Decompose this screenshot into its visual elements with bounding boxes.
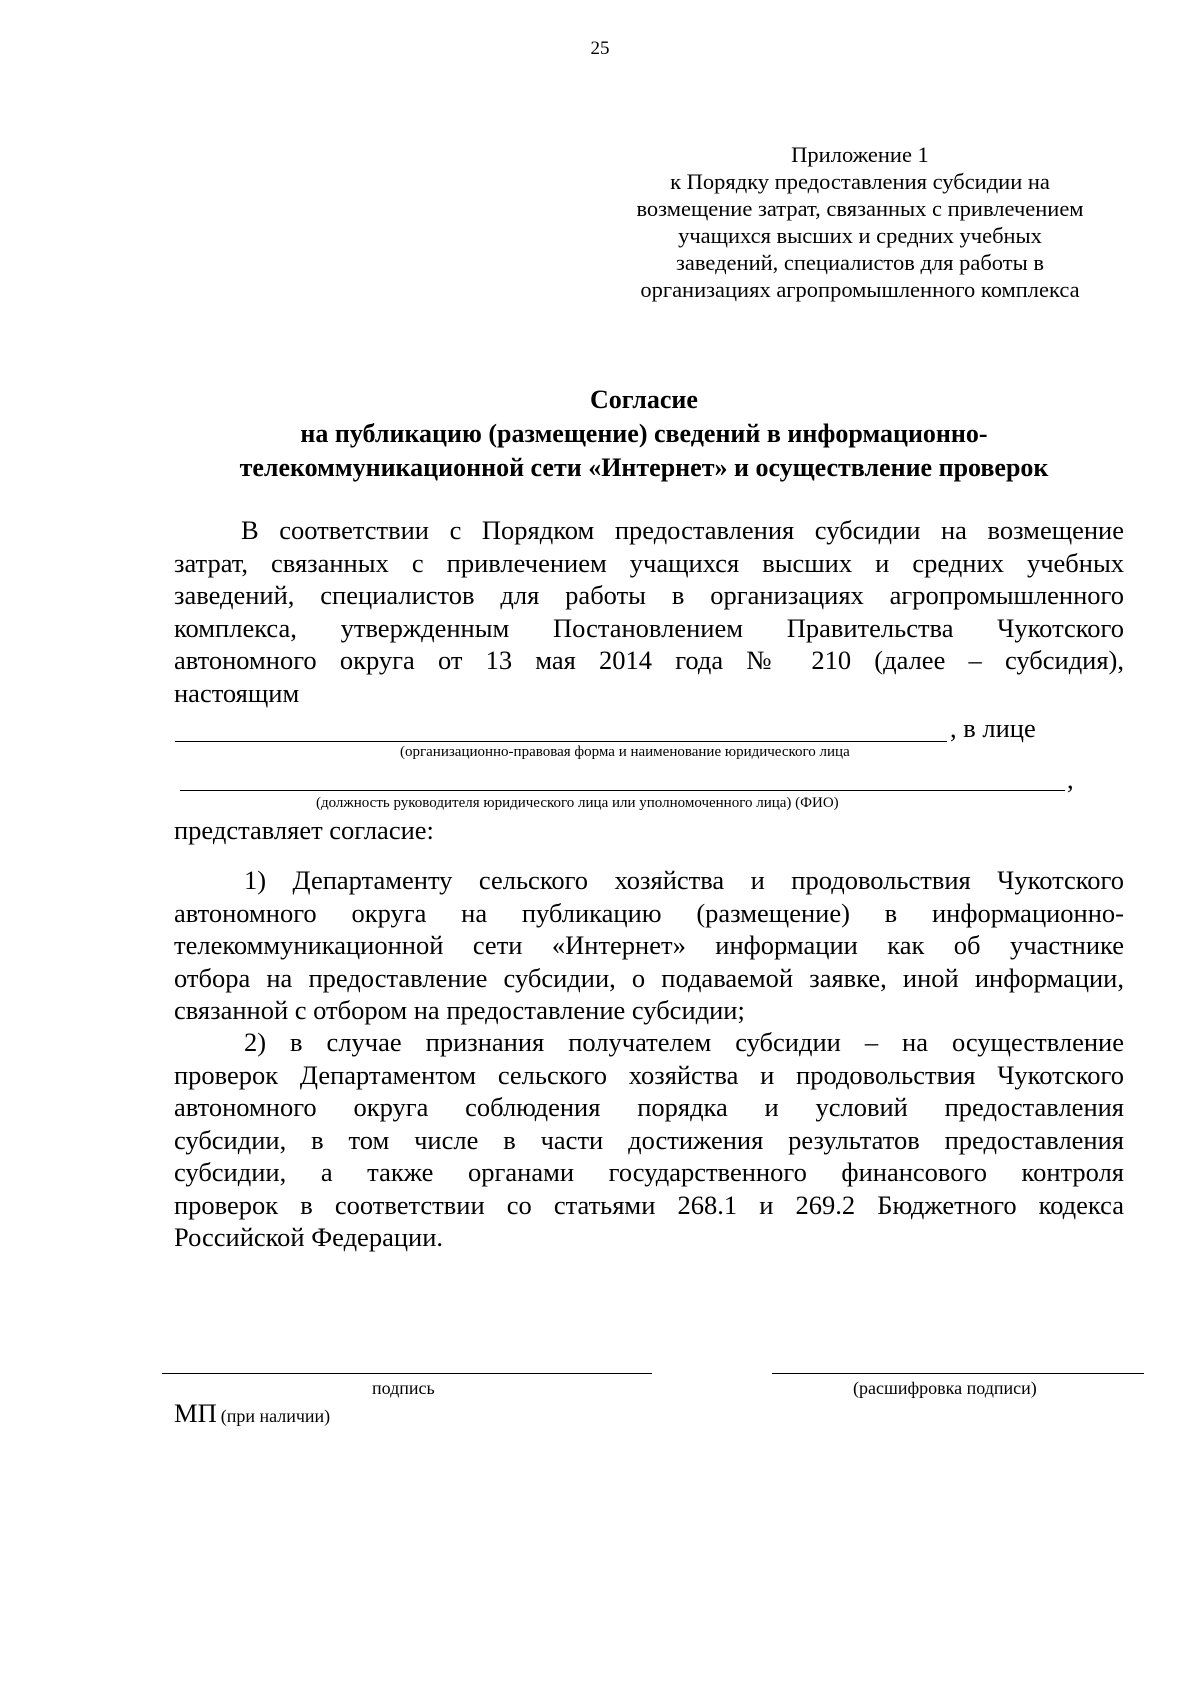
appendix-line: учащихся высших и средних учебных: [678, 223, 1042, 248]
paragraph-line: Российской Федерации.: [174, 1222, 443, 1252]
org-name-field-suffix: , в лице: [950, 713, 1036, 743]
representative-field-caption: (должность руководителя юридического лица или уполномоченного лица) (ФИО): [316, 795, 839, 811]
consent-item-2: [174, 1026, 1124, 1254]
paragraph-line: заведений, специалистов для работы в организациях агропромышленного: [174, 580, 1124, 610]
consent-lead: представляет согласие:: [174, 815, 434, 845]
paragraph-line: проверок в соответствии со статьями 268.1 и 269.2 Бюджетного кодекса: [174, 1189, 1124, 1220]
intro-paragraph: [174, 514, 1124, 709]
paragraph-line: 2) в случае признания получателем субсидии – на осуществление: [244, 1027, 1124, 1057]
paragraph-line: автономного округа соблюдения порядка и условий предоставления: [174, 1092, 1124, 1122]
representative-field-suffix: ,: [1067, 764, 1074, 794]
paragraph-line: настоящим: [174, 677, 300, 708]
signature-decoding-line[interactable]: [772, 1373, 1144, 1374]
stamp-label: [174, 1398, 330, 1429]
signature-decoding-caption: (расшифровка подписи): [853, 1378, 1037, 1398]
paragraph-line: телекоммуникационной сети «Интернет» информации как об участнике: [174, 930, 1124, 960]
signature-caption: подпись: [372, 1378, 435, 1398]
paragraph-line: комплекса, утвержденным Постановлением Правительства Чукотского: [174, 612, 1124, 643]
paragraph-line: В соответствии с Порядком предоставления субсидии на возмещение: [241, 515, 1124, 545]
appendix-line: организациях агропромышленного комплекса: [640, 277, 1080, 302]
page-number: 25: [590, 38, 610, 59]
paragraph-line: отбора на предоставление субсидии, о подаваемой заявке, иной информации,: [174, 962, 1124, 993]
appendix-line: возмещение затрат, связанных с привлечением: [636, 196, 1084, 221]
paragraph-line: проверок Департаментом сельского хозяйства и продовольствия Чукотского: [174, 1059, 1124, 1090]
paragraph-line: автономного округа от 13 мая 2014 года № 210 (далее – субсидия),: [174, 645, 1124, 675]
signature-line[interactable]: [162, 1373, 652, 1374]
paragraph-line: субсидии, в том числе в части достижения результатов предоставления: [174, 1124, 1124, 1155]
appendix-line: к Порядку предоставления субсидии на: [670, 169, 1050, 194]
document-title: [60, 383, 1200, 485]
paragraph-line: автономного округа на публикацию (размещение) в информационно-: [174, 897, 1124, 928]
consent-item-1: [174, 864, 1124, 1027]
title-line: телекоммуникационной сети «Интернет» и осуществление проверок: [239, 453, 1049, 482]
paragraph-line: связанной с отбором на предоставление субсидии;: [174, 995, 745, 1025]
title-line: Согласие: [590, 385, 698, 414]
paragraph-line: субсидии, а также органами государственного финансового контроля: [174, 1157, 1124, 1187]
org-name-field-caption: (организационно-правовая форма и наименование юридического лица: [400, 744, 850, 760]
appendix-line: заведений, специалистов для работы в: [676, 250, 1044, 275]
org-name-field-line[interactable]: [175, 741, 947, 742]
appendix-header: [600, 141, 1120, 303]
appendix-line: Приложение 1: [791, 142, 929, 167]
representative-field-line[interactable]: [180, 790, 1065, 791]
paragraph-line: затрат, связанных с привлечением учащихся высших и средних учебных: [174, 547, 1124, 578]
stamp-abbreviation: МП: [174, 1398, 217, 1428]
stamp-note: (при наличии): [220, 1406, 331, 1426]
title-line: на публикацию (размещение) сведений в информационно-: [300, 419, 988, 448]
paragraph-line: 1) Департаменту сельского хозяйства и продовольствия Чукотского: [244, 865, 1124, 895]
